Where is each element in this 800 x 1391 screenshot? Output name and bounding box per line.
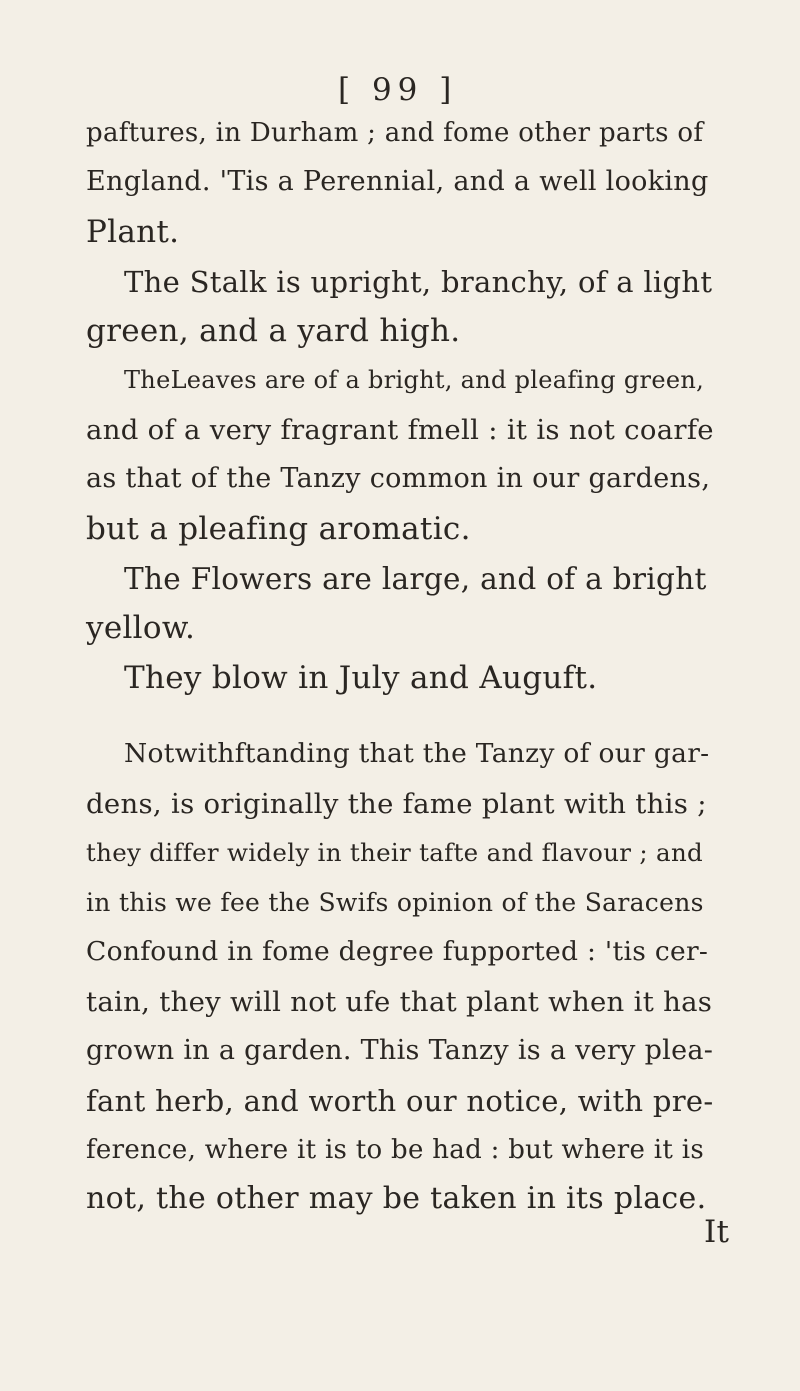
text-line: Plant. <box>86 214 180 250</box>
text-line: grown in a garden. This Tanzy is a very plea- <box>86 1035 714 1066</box>
text-line: fant herb, and worth our notice, with pre- <box>86 1084 714 1118</box>
text-line: tain, they will not ufe that plant when it has <box>86 986 713 1018</box>
text-line: Notwithftanding that the Tanzy of our gar- <box>124 738 710 769</box>
text-line: not, the other may be taken in its place. <box>86 1181 707 1216</box>
text-line: in this we fee the Swifs opinion of the Saracens <box>86 888 704 917</box>
text-line: paftures, in Durham ; and fome other parts of <box>86 118 704 148</box>
text-line: dens, is originally the fame plant with this ; <box>86 788 707 820</box>
text-line: as that of the Tanzy common in our gardens, <box>86 463 711 494</box>
text-line: green, and a yard high. <box>86 313 461 349</box>
text-line: they differ widely in their tafte and flavour ; and <box>86 838 704 867</box>
text-line: The Flowers are large, and of a bright <box>124 562 707 596</box>
text-line: ference, where it is to be had : but where it is <box>86 1135 704 1165</box>
text-line: yellow. <box>86 610 196 646</box>
text-line: The Stalk is upright, branchy, of a light <box>124 265 713 299</box>
text-line: TheLeaves are of a bright, and pleafing green, <box>124 366 705 394</box>
text-line: and of a very fragrant fmell : it is not coarfe <box>86 414 714 446</box>
text-line: They blow in July and Auguft. <box>124 660 598 696</box>
text-line: Confound in fome degree fupported : 'tis cer- <box>86 936 709 967</box>
page-header: [ 99 ] <box>338 72 458 108</box>
text-line: but a pleafing aromatic. <box>86 511 471 547</box>
text-line: England. 'Tis a Perennial, and a well looking <box>86 166 709 197</box>
catchword: It <box>704 1214 730 1250</box>
